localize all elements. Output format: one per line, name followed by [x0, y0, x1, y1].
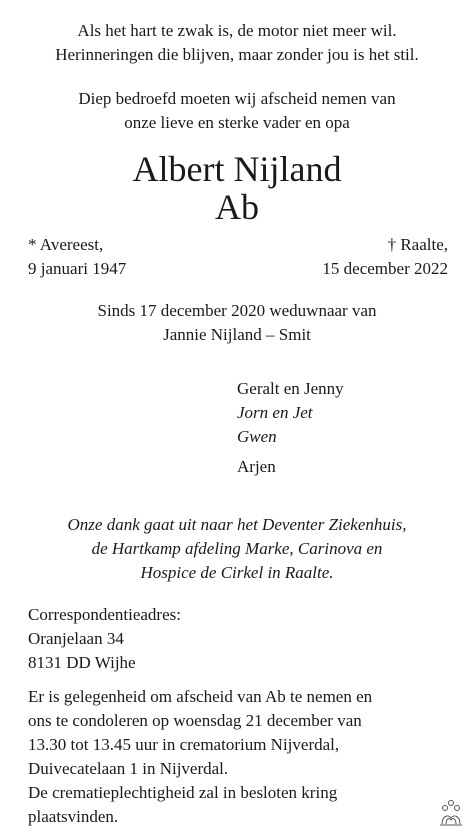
- correspondence-street: Oranjelaan 34: [28, 629, 124, 648]
- farewell-line-4: Duivecatelaan 1 in Nijverdal.: [28, 759, 229, 778]
- intro-line-2: onze lieve en sterke vader en opa: [124, 113, 350, 132]
- family-grandchildren-1: Jorn en Jet: [237, 403, 313, 422]
- correspondence-heading: Correspondentieadres:: [28, 605, 181, 624]
- dove-logo-icon: [436, 798, 466, 828]
- death-place: † Raalte,: [387, 235, 448, 254]
- farewell-line-1: Er is gelegenheid om afscheid van Ab te nemen en: [28, 687, 373, 706]
- thanks-line-1: Onze dank gaat uit naar het Deventer Ziekenhuis,: [67, 515, 407, 534]
- farewell-line-2: ons te condoleren op woensdag 21 december van: [28, 711, 362, 730]
- poem-line-2: Herinneringen die blijven, maar zonder jou is het stil.: [55, 45, 419, 64]
- correspondence-city: 8131 DD Wijhe: [28, 653, 136, 672]
- family-child-2: Arjen: [237, 457, 276, 476]
- farewell-line-3: 13.30 tot 13.45 uur in crematorium Nijverdal,: [28, 735, 340, 754]
- widower-line-2: Jannie Nijland – Smit: [163, 325, 311, 344]
- poem-line-1: Als het hart te zwak is, de motor niet meer wil.: [77, 21, 397, 40]
- deceased-nickname: Ab: [215, 187, 259, 227]
- death-date: 15 december 2022: [322, 259, 448, 278]
- family-child-1: Geralt en Jenny: [237, 379, 344, 398]
- farewell-line-5: De crematieplechtigheid zal in besloten kring: [28, 783, 338, 802]
- intro-line-1: Diep bedroefd moeten wij afscheid nemen van: [78, 89, 396, 108]
- family-grandchild-2: Gwen: [237, 427, 277, 446]
- farewell-line-6: plaatsvinden.: [28, 807, 119, 826]
- thanks-line-2: de Hartkamp afdeling Marke, Carinova en: [91, 539, 383, 558]
- birth-date: 9 januari 1947: [28, 259, 127, 278]
- birth-place: * Avereest,: [28, 235, 104, 254]
- widower-line-1: Sinds 17 december 2020 weduwnaar van: [97, 301, 377, 320]
- thanks-line-3: Hospice de Cirkel in Raalte.: [140, 563, 334, 582]
- deceased-name: Albert Nijland: [132, 149, 342, 189]
